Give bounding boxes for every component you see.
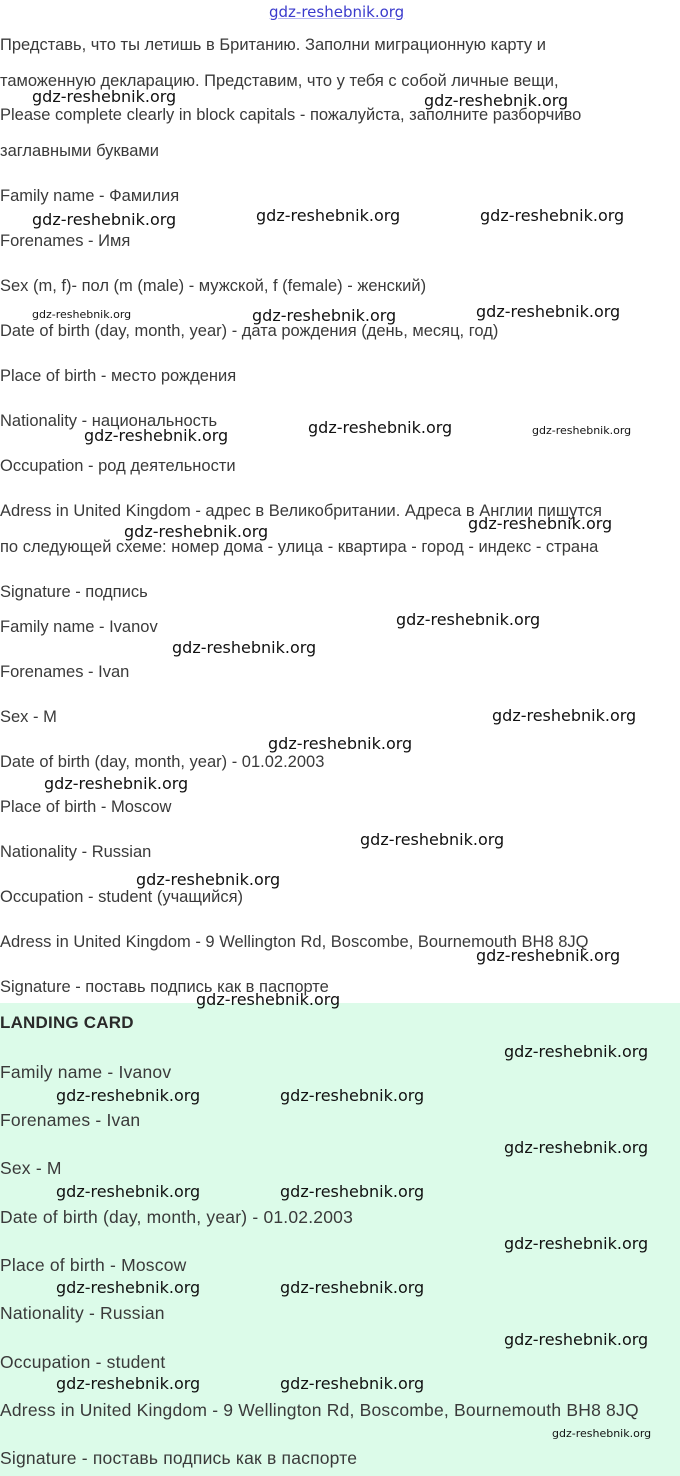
watermark: gdz-reshebnik.org	[476, 946, 621, 965]
watermark: gdz-reshebnik.org	[84, 426, 229, 445]
glossary-dob: Date of birth (day, month, year) - дата рождения (день, месяц, год)	[0, 322, 499, 340]
glossary-nationality: Nationality - национальность	[0, 412, 218, 430]
glossary-address-line-2: по следующей схеме: номер дома - улица - квартира - город - индекс - страна	[0, 538, 599, 556]
answer-family-name: Family name - Ivanov	[0, 618, 158, 636]
answer-forenames: Forenames - Ivan	[0, 663, 130, 681]
card-nationality: Nationality - Russian	[0, 1303, 165, 1323]
glossary-sex: Sex (m, f)- пол (m (male) - мужской, f (female) - женский)	[0, 277, 427, 295]
watermark: gdz-reshebnik.org	[360, 830, 505, 849]
watermark: gdz-reshebnik.org	[136, 870, 281, 889]
watermark: gdz-reshebnik.org	[424, 91, 569, 110]
glossary-forenames: Forenames - Имя	[0, 232, 131, 250]
watermark: gdz-reshebnik.org	[532, 424, 632, 437]
watermark: gdz-reshebnik.org	[280, 1086, 425, 1105]
watermark: gdz-reshebnik.org	[268, 734, 413, 753]
watermark: gdz-reshebnik.org	[552, 1427, 652, 1440]
landing-card-title: LANDING CARD	[0, 1013, 134, 1032]
watermark: gdz-reshebnik.org	[172, 638, 317, 657]
watermark: gdz-reshebnik.org	[196, 990, 341, 1009]
watermark: gdz-reshebnik.org	[56, 1278, 201, 1297]
answer-address: Adress in United Kingdom - 9 Wellington Rd, Boscombe, Bournemouth BH8 8JQ	[0, 933, 589, 951]
watermark: gdz-reshebnik.org	[44, 774, 189, 793]
watermark: gdz-reshebnik.org	[504, 1234, 649, 1253]
answer-place-of-birth: Place of birth - Moscow	[0, 798, 172, 816]
card-sex: Sex - M	[0, 1158, 62, 1178]
glossary-family-name: Family name - Фамилия	[0, 187, 180, 205]
watermark: gdz-reshebnik.org	[256, 206, 401, 225]
card-family-name: Family name - Ivanov	[0, 1062, 172, 1082]
watermark: gdz-reshebnik.org	[56, 1086, 201, 1105]
glossary-address-line-1: Adress in United Kingdom - адрес в Великобритании. Адреса в Англии пишутся	[0, 502, 602, 520]
answer-sex: Sex - M	[0, 708, 57, 726]
watermark: gdz-reshebnik.org	[32, 210, 177, 229]
top-watermark-link[interactable]: gdz-reshebnik.org	[269, 3, 405, 21]
intro-line-3: Please complete clearly in block capitals - пожалуйста, заполните разборчиво	[0, 106, 582, 124]
watermark: gdz-reshebnik.org	[124, 522, 269, 541]
watermark: gdz-reshebnik.org	[504, 1042, 649, 1061]
answer-occupation: Occupation - student (учащийся)	[0, 888, 244, 906]
glossary-signature: Signature - подпись	[0, 583, 148, 601]
card-dob: Date of birth (day, month, year) - 01.02.2003	[0, 1207, 354, 1227]
watermark: gdz-reshebnik.org	[280, 1278, 425, 1297]
watermark: gdz-reshebnik.org	[280, 1374, 425, 1393]
watermark: gdz-reshebnik.org	[468, 514, 613, 533]
watermark: gdz-reshebnik.org	[56, 1374, 201, 1393]
watermark: gdz-reshebnik.org	[396, 610, 541, 629]
glossary-place-of-birth: Place of birth - место рождения	[0, 367, 237, 385]
intro-line-1: Представь, что ты летишь в Британию. Заполни миграционную карту и	[0, 36, 546, 54]
watermark: gdz-reshebnik.org	[32, 87, 177, 106]
card-place-of-birth: Place of birth - Moscow	[0, 1255, 187, 1275]
watermark: gdz-reshebnik.org	[480, 206, 625, 225]
watermark: gdz-reshebnik.org	[504, 1330, 649, 1349]
card-forenames: Forenames - Ivan	[0, 1110, 141, 1130]
watermark: gdz-reshebnik.org	[32, 308, 132, 321]
watermark: gdz-reshebnik.org	[308, 418, 453, 437]
watermark: gdz-reshebnik.org	[280, 1182, 425, 1201]
intro-line-2: таможенную декларацию. Представим, что у тебя с собой личные вещи,	[0, 72, 559, 90]
watermark: gdz-reshebnik.org	[476, 302, 621, 321]
answer-signature: Signature - поставь подпись как в паспорте	[0, 978, 329, 996]
answer-nationality: Nationality - Russian	[0, 843, 152, 861]
card-signature: Signature - поставь подпись как в паспорте	[0, 1448, 358, 1468]
intro-line-4: заглавными буквами	[0, 142, 159, 160]
card-occupation: Occupation - student	[0, 1352, 166, 1372]
watermark: gdz-reshebnik.org	[504, 1138, 649, 1157]
answer-dob: Date of birth (day, month, year) - 01.02.2003	[0, 753, 325, 771]
watermark: gdz-reshebnik.org	[252, 306, 397, 325]
card-address: Adress in United Kingdom - 9 Wellington Rd, Boscombe, Bournemouth BH8 8JQ	[0, 1400, 639, 1420]
watermark: gdz-reshebnik.org	[492, 706, 637, 725]
watermark: gdz-reshebnik.org	[56, 1182, 201, 1201]
glossary-occupation: Occupation - род деятельности	[0, 457, 236, 475]
